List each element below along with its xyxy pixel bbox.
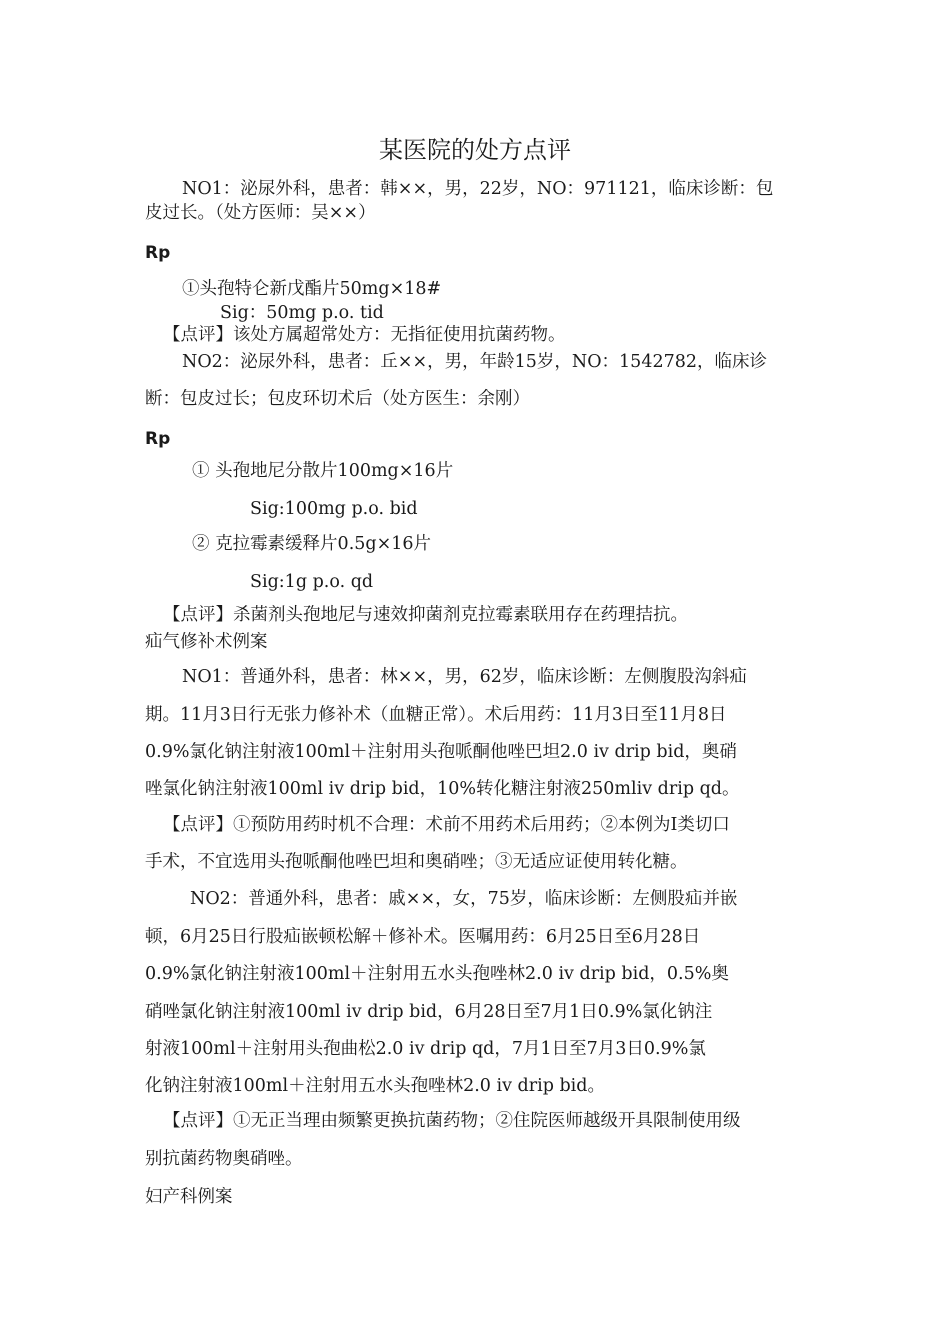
drug-line: ① 头孢地尼分散片100mg×16片 — [192, 461, 454, 481]
case-line: 化钠注射液100ml＋注射用五水头孢唑林2.0 iv drip bid。 — [145, 1076, 605, 1096]
review-comment: 【点评】①无正当理由频繁更换抗菌药物；②住院医师越级开具限制使用级 — [163, 1111, 741, 1131]
case-line: 皮过长。（处方医师：吴××） — [145, 203, 376, 223]
case-line: NO1：普通外科，患者：林××，男，62岁，临床诊断：左侧腹股沟斜疝 — [182, 667, 747, 687]
section-heading: 妇产科例案 — [145, 1187, 233, 1207]
case-line: 顿，6月25日行股疝嵌顿松解＋修补术。医嘱用药：6月25日至6月28日 — [145, 927, 701, 947]
page-title: 某医院的处方点评 — [379, 136, 571, 164]
case-line: 期。11月3日行无张力修补术（血糖正常）。术后用药：11月3日至11月8日 — [145, 705, 727, 725]
sig-line: Sig：50mg p.o. tid — [220, 303, 384, 323]
sig-line: Sig:100mg p.o. bid — [250, 499, 418, 519]
case-line: 断：包皮过长；包皮环切术后（处方医生：余刚） — [145, 389, 530, 409]
review-comment: 【点评】①预防用药时机不合理：术前不用药术后用药；②本例为Ⅰ类切口 — [163, 815, 730, 835]
case-line: NO2：普通外科，患者：戚××，女，75岁，临床诊断：左侧股疝并嵌 — [190, 889, 738, 909]
case-line: 硝唑氯化钠注射液100ml iv drip bid，6月28日至7月1日0.9%氯化钠注 — [145, 1002, 713, 1022]
review-comment: 【点评】该处方属超常处方：无指征使用抗菌药物。 — [163, 325, 566, 345]
case-line: 唑氯化钠注射液100ml iv drip bid，10%转化糖注射液250mliv drip qd。 — [145, 779, 740, 799]
case-line: 0.9%氯化钠注射液100ml＋注射用头孢哌酮他唑巴坦2.0 iv drip bid，奥硝 — [145, 742, 737, 762]
drug-line: ② 克拉霉素缓释片0.5g×16片 — [192, 534, 432, 554]
review-comment: 【点评】杀菌剂头孢地尼与速效抑菌剂克拉霉素联用存在药理拮抗。 — [163, 605, 688, 625]
case-line: NO2：泌尿外科，患者：丘××，男，年龄15岁，NO：1542782，临床诊 — [182, 352, 767, 372]
drug-line: ①头孢特仑新戊酯片50mg×18# — [182, 279, 442, 299]
case-line: NO1：泌尿外科，患者：韩××，男，22岁，NO：971121，临床诊断：包 — [182, 179, 774, 199]
section-heading: 疝气修补术例案 — [145, 632, 268, 652]
review-comment: 别抗菌药物奥硝唑。 — [145, 1149, 303, 1169]
case-line: 0.9%氯化钠注射液100ml＋注射用五水头孢唑林2.0 iv drip bid，0.5%奥 — [145, 964, 729, 984]
review-comment: 手术，不宜选用头孢哌酮他唑巴坦和奥硝唑；③无适应证使用转化糖。 — [145, 852, 688, 872]
sig-line: Sig:1g p.o. qd — [250, 572, 374, 592]
rp-label: Rp — [145, 429, 171, 449]
case-line: 射液100ml＋注射用头孢曲松2.0 iv drip qd，7月1日至7月3日0.9%氯 — [145, 1039, 706, 1059]
rp-label: Rp — [145, 243, 171, 263]
